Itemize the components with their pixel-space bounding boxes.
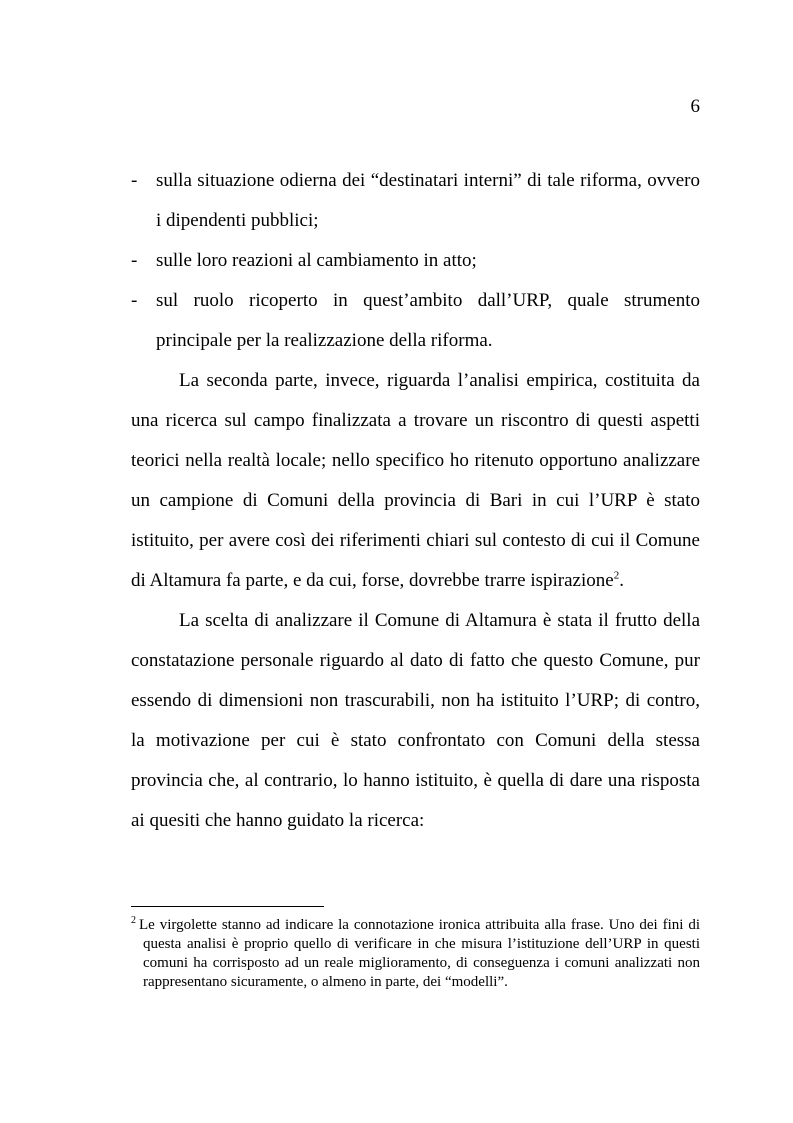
footnote — [131, 916, 700, 992]
bullet-item — [131, 241, 700, 281]
footnote-separator — [131, 906, 324, 907]
bullet-text: sul ruolo ricoperto in quest’ambito dall’URP, quale strumento principale per la realizzazione della riforma. — [156, 290, 700, 351]
footnote-reference[interactable]: 2 — [613, 569, 620, 582]
bullet-item — [131, 161, 700, 241]
footnote-mark: 2 — [131, 915, 136, 926]
paragraph-second-part — [131, 361, 700, 601]
paragraph-end: . — [619, 570, 624, 591]
page-number: 6 — [690, 96, 700, 117]
footnote-text: Le virgolette stanno ad indicare la connotazione ironica attribuita alla frase. Uno dei fini di questa analisi è proprio quello di verificare in che misura l’istituzione dell’URP in questi comuni ha corrisposto ad un reale miglioramento, di conseguenza i comuni analizzati non rappresentano sicuramente, o almeno in parte, dei “modelli”. — [139, 917, 700, 990]
paragraph-choice — [131, 601, 700, 841]
bullet-dash: - — [131, 170, 138, 191]
bullet-dash: - — [131, 250, 138, 271]
bullet-item — [131, 281, 700, 361]
bullet-text: sulle loro reazioni al cambiamento in atto; — [156, 250, 477, 271]
bullet-dash: - — [131, 290, 138, 311]
bullet-text: sulla situazione odierna dei “destinatari interni” di tale riforma, ovvero i dipendenti pubblici; — [156, 170, 700, 231]
paragraph-text: La seconda parte, invece, riguarda l’analisi empirica, costituita da una ricerca sul campo finalizzata a trovare un riscontro di questi aspetti teorici nella realtà locale; nello specifico ho ritenuto opportuno analizzare un campione di Comuni della provincia di Bari in cui l’URP è stato istituito, per avere così dei riferimenti chiari sul contesto di cui il Comune di Altamura fa parte, e da cui, forse, dovrebbe trarre ispirazione — [131, 370, 700, 591]
paragraph-text: La scelta di analizzare il Comune di Altamura è stata il frutto della constatazione personale riguardo al dato di fatto che questo Comune, pur essendo di dimensioni non trascurabili, non ha istituito l’URP; di contro, la motivazione per cui è stato confrontato con Comuni della stessa provincia che, al contrario, lo hanno istituito, è quella di dare una risposta ai quesiti che hanno guidato la ricerca: — [131, 610, 700, 831]
